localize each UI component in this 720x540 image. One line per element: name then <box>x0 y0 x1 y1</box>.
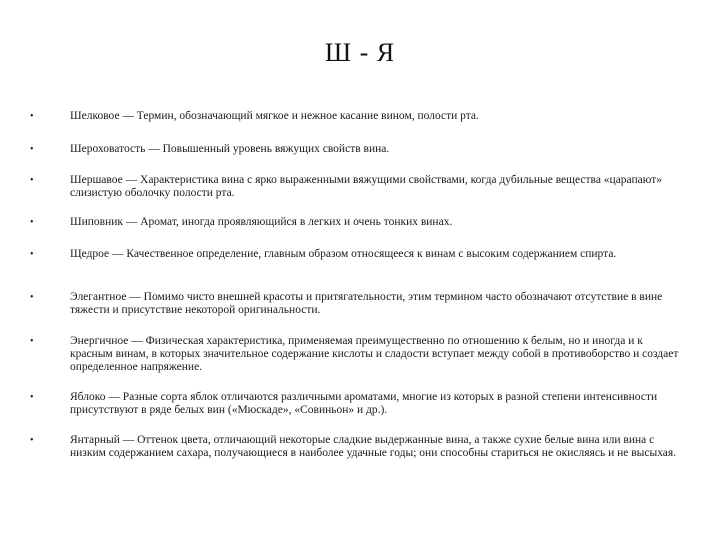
list-item-text: Янтарный — Оттенок цвета, отличающий некоторые сладкие выдержанные вина, а также сухие белые вина или вина с низким содержанием сахара, получающиеся в наиболее удачные годы; они способны стариться не окисляясь и не высыхая. <box>70 434 677 459</box>
bullet-icon: • <box>30 144 34 155</box>
list-item-text: Шероховатость — Повышенный уровень вяжущих свойств вина. <box>70 143 390 155</box>
list-item-text: Щедрое — Качественное определение, главным образом относящееся к винам с высоким содержанием спирта. <box>70 248 617 260</box>
bullet-icon: • <box>30 249 34 260</box>
bullet-icon: • <box>30 175 34 186</box>
bullet-icon: • <box>30 392 34 403</box>
list-item-text: Энергичное — Физическая характеристика, применяемая преимущественно по отношению к белым, но и иногда и к красным винам, в которых значительное содержание кислоты и сладости вступает между собой в противоборство и создает определенное напряжение. <box>70 335 679 373</box>
bullet-icon: • <box>30 336 34 347</box>
list-item-text: Элегантное — Помимо чисто внешней красоты и притягательности, этим термином часто обозначают отсутствие в вине тяжести и присутствие некоторой оригинальности. <box>70 291 663 316</box>
bullet-icon: • <box>30 217 34 228</box>
list-item-text: Шиповник — Аромат, иногда проявляющийся в легких и очень тонких винах. <box>70 216 453 228</box>
bullet-icon: • <box>30 292 34 303</box>
list-item-text: Шершавое — Характеристика вина с ярко выраженными вяжущими свойствами, когда дубильные вещества «царапают» слизистую оболочку полости рта. <box>70 174 662 199</box>
slide-title: Ш - Я <box>324 38 396 67</box>
bullet-icon: • <box>30 435 34 446</box>
bullet-icon: • <box>30 111 34 122</box>
list-item-text: Яблоко — Разные сорта яблок отличаются различными ароматами, многие из которых в разной степени интенсивности присутствуют в ряде белых вин («Мюскаде», «Совиньон» и др.). <box>70 391 658 416</box>
list-item-text: Шелковое — Термин, обозначающий мягкое и нежное касание вином, полости рта. <box>70 110 479 122</box>
